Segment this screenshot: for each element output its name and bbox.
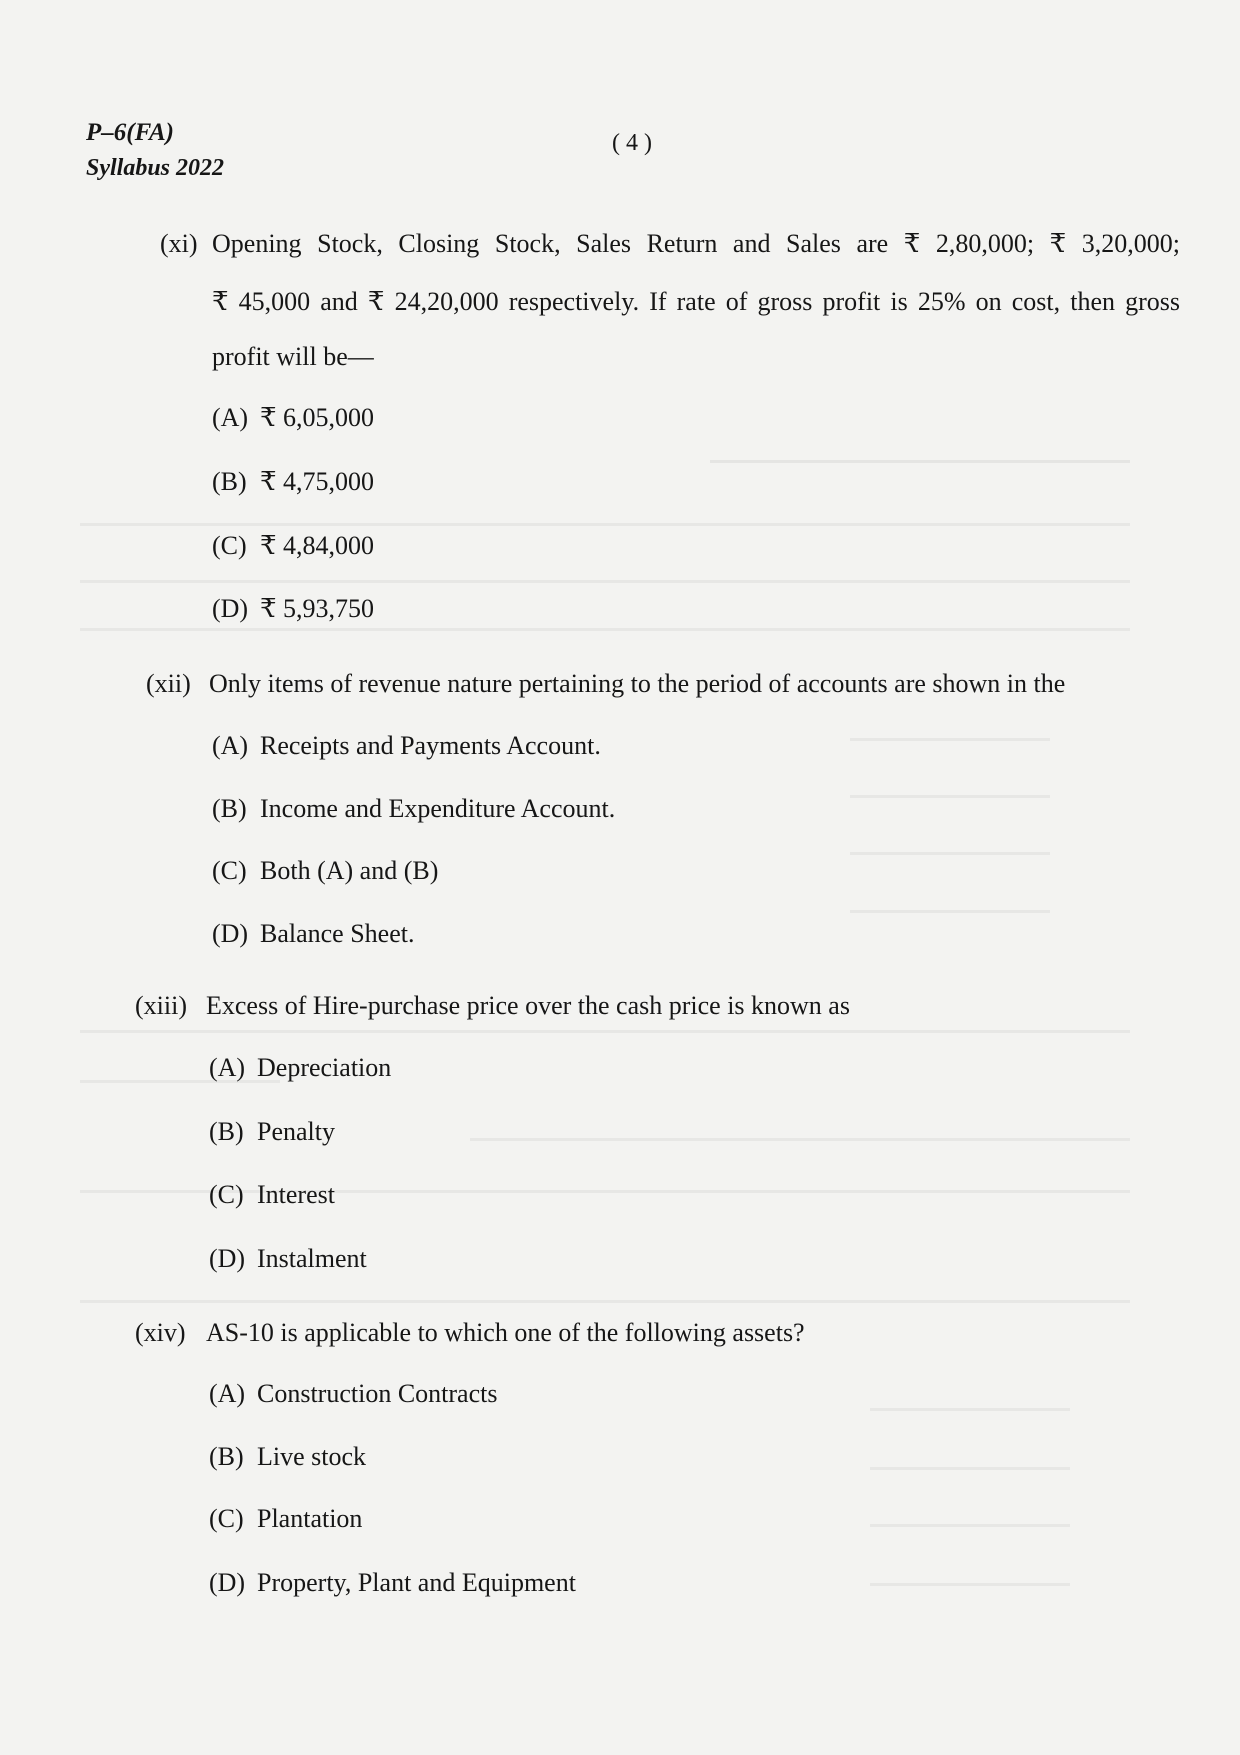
option-a	[209, 1052, 391, 1084]
option-d	[209, 1243, 367, 1275]
option-label: (C)	[212, 531, 247, 560]
option-c	[212, 855, 438, 887]
option-text: Interest	[257, 1180, 335, 1209]
option-d	[212, 918, 415, 950]
option-text: ₹ 5,93,750	[260, 594, 375, 623]
question-text-line: AS-10 is applicable to which one of the following assets?	[206, 1318, 805, 1347]
option-b	[212, 793, 615, 825]
option-label: (B)	[209, 1442, 244, 1471]
option-d	[209, 1567, 576, 1599]
option-text: Penalty	[257, 1117, 335, 1146]
option-a	[209, 1378, 497, 1410]
option-c	[209, 1503, 362, 1535]
question-number: (xi)	[160, 229, 198, 258]
option-c	[212, 530, 374, 562]
option-b	[209, 1116, 335, 1148]
option-label: (D)	[209, 1244, 246, 1273]
option-text: Property, Plant and Equipment	[257, 1568, 576, 1597]
question-number: (xii)	[146, 669, 191, 698]
option-label: (D)	[212, 594, 249, 623]
question-text-line: Excess of Hire-purchase price over the cash price is known as	[206, 991, 850, 1020]
option-label: (A)	[212, 403, 249, 432]
option-text: Construction Contracts	[257, 1379, 498, 1408]
option-label: (C)	[209, 1180, 244, 1209]
syllabus-label: Syllabus 2022	[86, 155, 225, 181]
question-text-line: ₹ 45,000 and ₹ 24,20,000 respectively. If rate of gross profit is 25% on cost, then gross	[212, 287, 1180, 316]
option-label: (A)	[212, 731, 249, 760]
option-d	[212, 593, 374, 625]
option-b	[209, 1441, 366, 1473]
option-text: Depreciation	[257, 1053, 392, 1082]
option-label: (D)	[212, 919, 249, 948]
option-text: Plantation	[257, 1504, 363, 1533]
question-text-line: Only items of revenue nature pertaining to the period of accounts are shown in the	[209, 669, 1066, 698]
option-label: (A)	[209, 1379, 246, 1408]
option-label: (B)	[212, 794, 247, 823]
option-text: ₹ 4,84,000	[260, 531, 375, 560]
option-text: Receipts and Payments Account.	[260, 731, 601, 760]
option-label: (A)	[209, 1053, 246, 1082]
option-c	[209, 1179, 335, 1211]
option-label: (B)	[212, 467, 247, 496]
question-number: (xiv)	[135, 1318, 186, 1347]
question-number: (xiii)	[135, 991, 187, 1020]
option-label: (B)	[209, 1117, 244, 1146]
option-a	[212, 730, 601, 762]
option-label: (C)	[209, 1504, 244, 1533]
option-text: Both (A) and (B)	[260, 856, 439, 885]
question-text-line: Opening Stock, Closing Stock, Sales Return and Sales are ₹ 2,80,000; ₹ 3,20,000;	[212, 229, 1180, 258]
option-text: ₹ 4,75,000	[260, 467, 375, 496]
option-label: (C)	[212, 856, 247, 885]
option-text: Live stock	[257, 1442, 367, 1471]
option-b	[212, 466, 374, 498]
option-text: ₹ 6,05,000	[260, 403, 375, 432]
option-a	[212, 402, 374, 434]
paper-code: P–6(FA)	[86, 119, 174, 146]
option-label: (D)	[209, 1568, 246, 1597]
option-text: Balance Sheet.	[260, 919, 415, 948]
page-number: ( 4 )	[612, 130, 652, 156]
option-text: Instalment	[257, 1244, 367, 1273]
option-text: Income and Expenditure Account.	[260, 794, 616, 823]
question-text-line: profit will be—	[212, 342, 374, 371]
